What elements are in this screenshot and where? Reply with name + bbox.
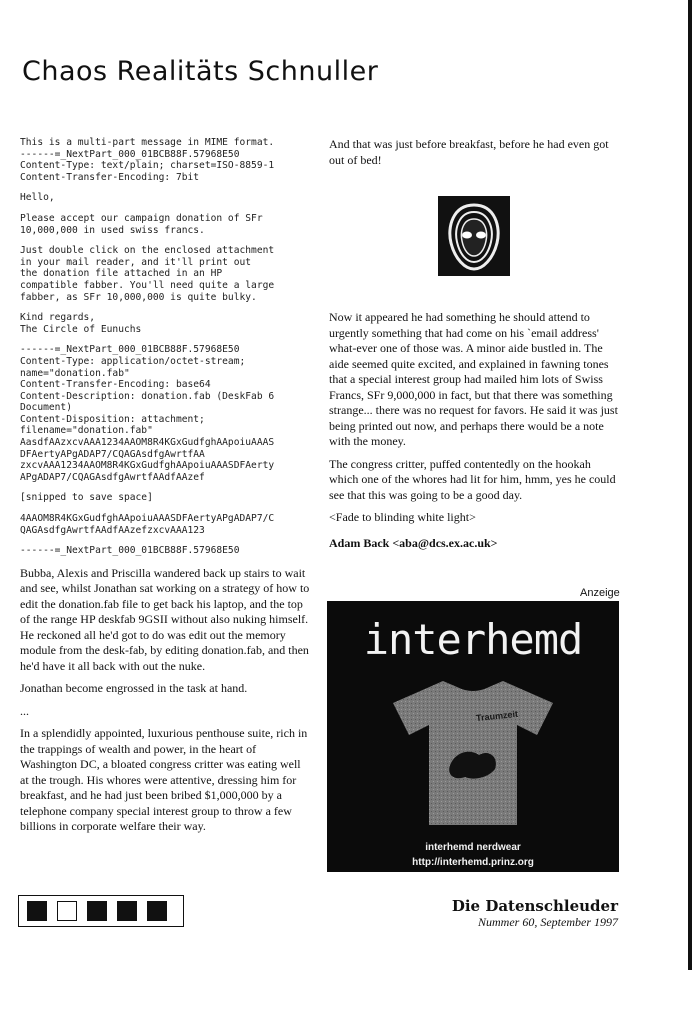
page-edge xyxy=(688,0,692,970)
ad-url-link[interactable]: http://interhemd.prinz.org xyxy=(412,857,534,868)
mime-greeting: Hello, xyxy=(20,192,55,204)
ad-label: Anzeige xyxy=(580,587,620,599)
tshirt-image xyxy=(385,677,561,827)
masthead-issue: Nummer 60, September 1997 xyxy=(478,915,618,929)
shirt-print-text: Traumzeit xyxy=(475,708,519,724)
left-column xyxy=(20,137,312,842)
mime-donation: Please accept our campaign donation of SFr 10,000,000 in used swiss francs. xyxy=(20,212,263,236)
alien-face-icon xyxy=(438,196,510,276)
mime-snipped: [snipped to save space] xyxy=(20,492,153,504)
page-title: Chaos Realitäts Schnuller xyxy=(22,56,379,87)
story-paragraph: <Fade to blinding white light> xyxy=(329,510,476,524)
filled-square xyxy=(27,901,47,921)
filled-square xyxy=(147,901,167,921)
story-paragraph: ... xyxy=(20,703,29,718)
masthead xyxy=(452,897,618,930)
masthead-title: Die Datenschleuder xyxy=(451,897,618,915)
advertisement[interactable] xyxy=(327,601,619,872)
mime-regards: Kind regards, The Circle of Eunuchs xyxy=(20,312,142,335)
author-signature: Adam Back <aba@dcs.ex.ac.uk> xyxy=(329,535,498,550)
story-paragraph: The congress critter, puffed contentedly on the hookah which one of the whores had lit for him, hmm, yes he could see that this was going to be a good day. xyxy=(329,456,616,502)
story-paragraph: Now it appeared he had something he should attend to urgently something that had come on his `email address' what-ever one of those was. A minor aide bustled in. The aide seemed quite excited, and explained in fawning tones that a special interest group had mailed him lots of Swiss Francs, SFr 9,000,000 in fact, but that there was something strange... there was no request for favors. He said it was just being printed out now, and perhaps there would be a note with the money. xyxy=(329,310,618,448)
mime-boundary: ------=_NextPart_000_01BCB88F.57968E50 xyxy=(20,545,240,557)
mime-attachment: ------=_NextPart_000_01BCB88F.57968E50 Content-Type: application/octet-stream; name="donation.fab" Content-Transfer-Encoding: base64 Content-Description: donation.fab (DeskFab 6 Document) Content-Disposition: attachment; filename="donation.fab" AasdfAAzxcvAAA1234AAOM8R4KGxGudfghAApoiuAAAS DFAertyAPgADAP7/CQAGAsdfgAwrtfAA zxcvAAA1234AAOM8R4KGxGudfghAApoiuAAASDFAerty APgADAP7/CQAGAsdfgAwrtfAAdfAAzef xyxy=(20,344,275,483)
filled-square xyxy=(87,901,107,921)
story-paragraph: In a splendidly appointed, luxurious penthouse suite, rich in the trappings of wealth and power, in the heart of Washington DC, a bloated congress critter was eating well at the trough. His whores were attentive, dressing him for breakfast, and he had just been bribed $1,000,000 by a telephone company special interest group to throw a few billions in corporate welfare their way. xyxy=(20,726,308,834)
story-paragraph: Bubba, Alexis and Priscilla wandered back up stairs to wait and see, whilst Jonathan sat working on a strategy of how to edit the donation.fab file to get back his laptop, and the top of the range HP deskfab 9GSII without also nuking himself. He reckoned all he'd got to do was edit out the memory module from the desk-fab, by editing donation.fab, and then he'd have it all back with out the nuke. xyxy=(20,565,310,673)
right-column xyxy=(329,137,619,551)
filled-square xyxy=(117,901,137,921)
story-paragraph: Jonathan become engrossed in the task at hand. xyxy=(20,681,248,696)
story-paragraph: And that was just before breakfast, before he had even got out of bed! xyxy=(329,137,609,167)
mime-instructions: Just double click on the enclosed attachment in your mail reader, and it'll print out the donation file attached in an HP compatible fabber. You'll need quite a large fabber, as SFr 10,000,000 is quite bulky. xyxy=(20,245,275,303)
issue-boxes xyxy=(18,895,184,927)
ad-logo: interhemd xyxy=(363,615,583,664)
empty-square xyxy=(57,901,77,921)
mime-header: This is a multi-part message in MIME format. ------=_NextPart_000_01BCB88F.57968E50 Content-Type: text/plain; charset=ISO-8859-1 Content-Transfer-Encoding: 7bit xyxy=(20,137,275,183)
ad-tagline: interhemd nerdwear xyxy=(425,842,521,853)
mime-tail: 4AAOM8R4KGxGudfghAApoiuAAASDFAertyAPgADAP7/C QAGAsdfgAwrtfAAdfAAzefzxcvAAA123 xyxy=(20,513,275,536)
